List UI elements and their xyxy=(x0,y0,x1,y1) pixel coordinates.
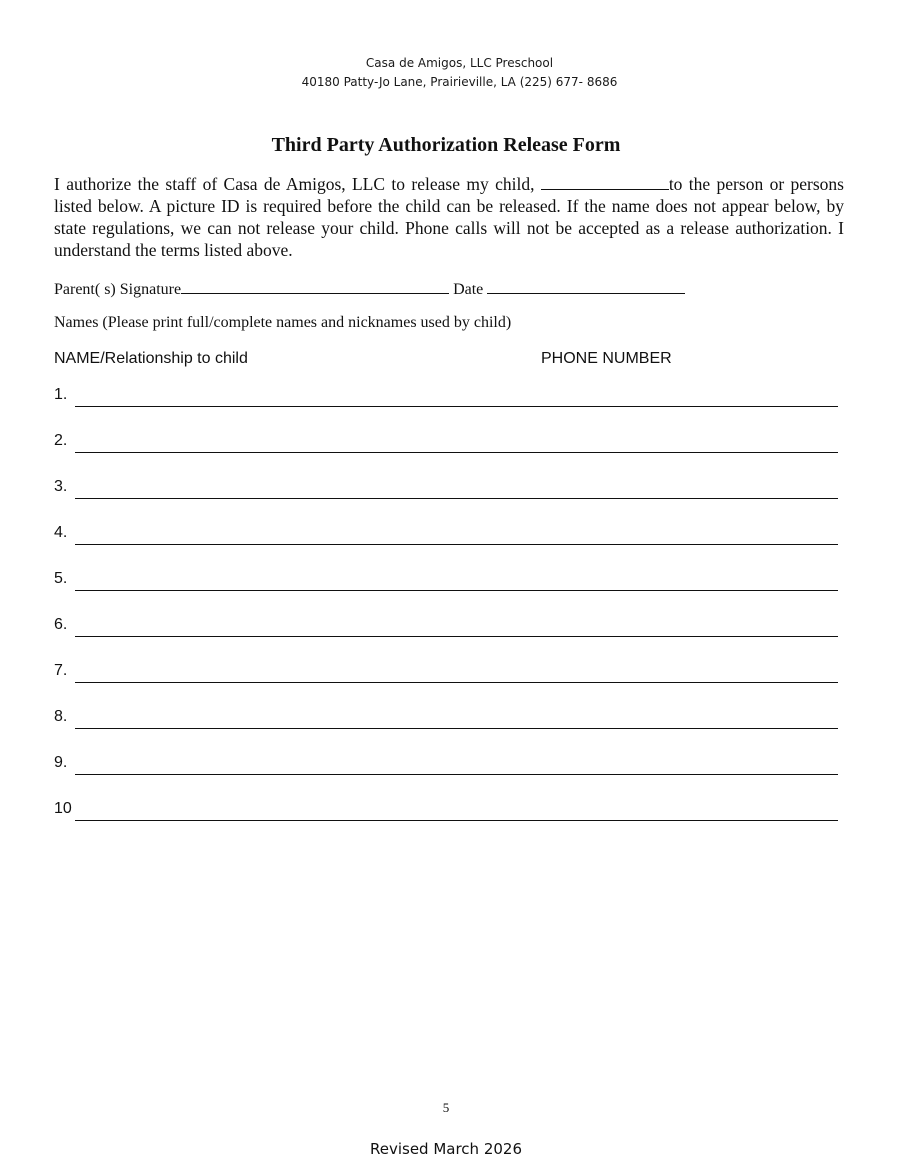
entry-number: 6. xyxy=(54,616,68,633)
entry-number: 8. xyxy=(54,708,68,725)
intro-text-part2: to the person or persons listed below. A picture ID is required before the child can be released. If the name does not appear below, by state regulations, we can not release your child. Phone calls will not be accepted as a release authorization. I understand the terms listed above. xyxy=(54,174,844,260)
entry-row xyxy=(54,478,838,500)
entry-row xyxy=(54,754,838,776)
entry-number: 7. xyxy=(54,662,68,679)
entry-row xyxy=(54,616,838,638)
signature-row xyxy=(54,279,685,299)
entry-number: 9. xyxy=(54,754,68,771)
authorization-paragraph xyxy=(54,173,844,261)
names-instruction: Names (Please print full/complete names and nicknames used by child) xyxy=(54,314,512,331)
date-field[interactable] xyxy=(487,279,685,294)
entry-line-field[interactable] xyxy=(75,682,838,683)
date-label: Date xyxy=(453,281,484,298)
child-name-field[interactable] xyxy=(541,175,669,190)
entry-line-field[interactable] xyxy=(75,820,838,821)
entry-number: 3. xyxy=(54,478,68,495)
entry-row xyxy=(54,570,838,592)
entry-row xyxy=(54,432,838,454)
entry-number: 5. xyxy=(54,570,68,587)
revised-date: Revised March 2026 xyxy=(369,1140,523,1158)
entry-line-field[interactable] xyxy=(75,774,838,775)
entry-row xyxy=(54,662,838,684)
header-address: 40180 Patty-Jo Lane, Prairieville, LA (225) 677- 8686 xyxy=(301,75,618,89)
entry-number: 4. xyxy=(54,524,68,541)
entry-row xyxy=(54,708,838,730)
entry-line-field[interactable] xyxy=(75,406,838,407)
signature-label: Parent( s) Signature xyxy=(54,281,182,298)
page-number: 5 xyxy=(442,1100,450,1115)
entry-line-field[interactable] xyxy=(75,636,838,637)
intro-text-part1: I authorize the staff of Casa de Amigos, LLC to release my child, xyxy=(54,174,541,194)
signature-field[interactable] xyxy=(181,279,449,294)
entry-number: 1. xyxy=(54,386,68,403)
header-school-name: Casa de Amigos, LLC Preschool xyxy=(365,56,554,70)
form-title: Third Party Authorization Release Form xyxy=(271,134,621,156)
column-header-phone: PHONE NUMBER xyxy=(541,350,672,367)
entry-row xyxy=(54,386,838,408)
entry-number: 2. xyxy=(54,432,68,449)
entry-row xyxy=(54,800,838,822)
entry-number: 10 xyxy=(54,800,72,817)
entry-line-field[interactable] xyxy=(75,728,838,729)
entry-line-field[interactable] xyxy=(75,544,838,545)
entry-line-field[interactable] xyxy=(75,498,838,499)
entry-line-field[interactable] xyxy=(75,452,838,453)
entry-line-field[interactable] xyxy=(75,590,838,591)
column-header-name: NAME/Relationship to child xyxy=(54,350,248,367)
entry-row xyxy=(54,524,838,546)
